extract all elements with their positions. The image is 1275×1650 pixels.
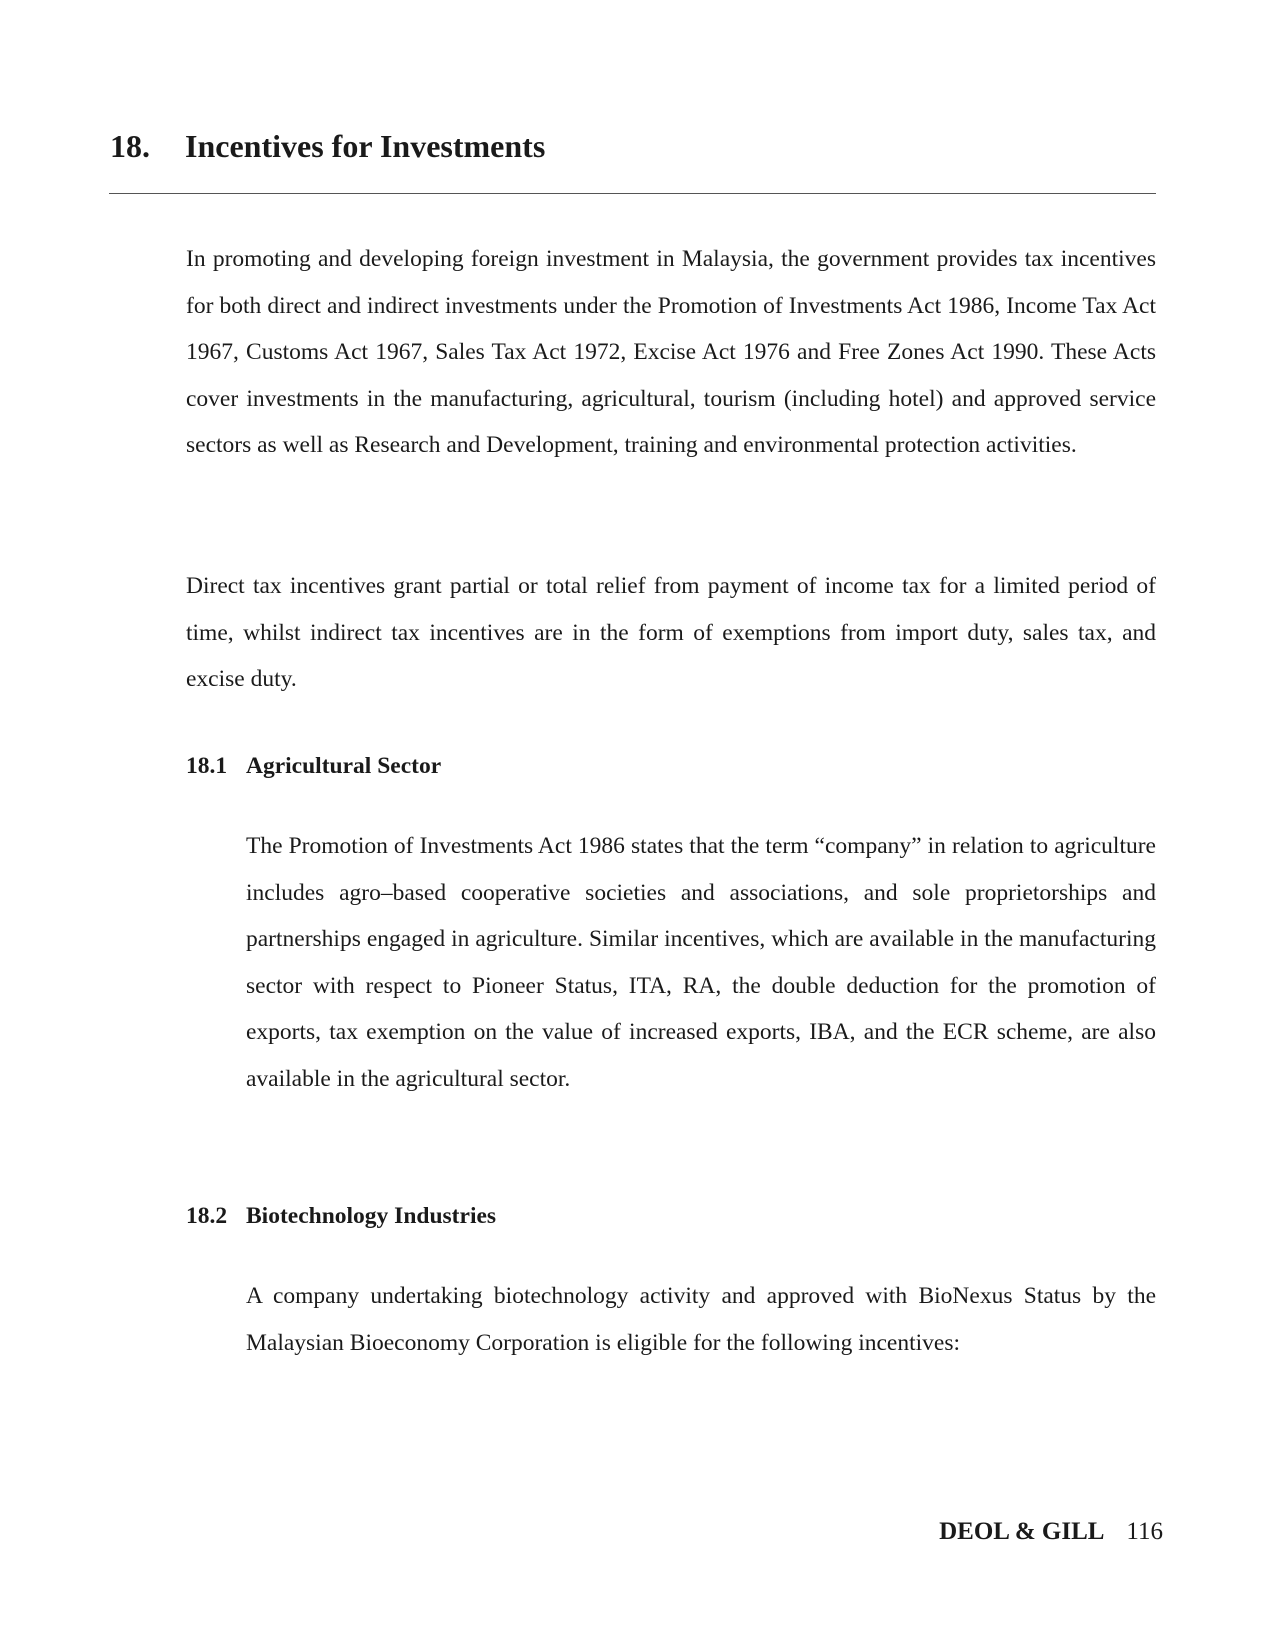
chapter-title: Incentives for Investments (185, 128, 546, 164)
section-title: Agricultural Sector (246, 753, 442, 779)
footer-firm-name: DEOL & GILL (939, 1518, 1105, 1545)
section-heading (186, 1203, 496, 1230)
intro-paragraph: In promoting and developing foreign investment in Malaysia, the government provides tax incentives for both direct and indirect investments under the Promotion of Investments Act 1986, Income Tax Act 1967, Customs Act 1967, Sales Tax Act 1972, Excise Act 1976 and Free Zones Act 1990. These Acts cover investments in the manufacturing, agricultural, tourism (including hotel) and approved service sectors as well as Research and Development, training and environmental protection activities. (186, 246, 1156, 459)
page-footer (939, 1518, 1163, 1546)
section-heading (186, 753, 441, 780)
heading-divider (109, 193, 1156, 194)
section-body: The Promotion of Investments Act 1986 states that the term “company” in relation to agriculture includes agro–based cooperative societies and associations, and sole proprietorships and partnerships engaged in agriculture. Similar incentives, which are available in the manufacturing sector with respect to Pioneer Status, ITA, RA, the double deduction for the promotion of exports, tax exemption on the value of increased exports, IBA, and the ECR scheme, are also available in the agricultural sector. (246, 833, 1156, 1092)
chapter-number: 18. (110, 128, 150, 164)
section-number: 18.2 (186, 1203, 228, 1229)
chapter-heading (110, 128, 545, 165)
section-title: Biotechnology Industries (246, 1203, 497, 1229)
section-number: 18.1 (186, 753, 228, 779)
page-number: 116 (1126, 1518, 1163, 1545)
intro-paragraph: Direct tax incentives grant partial or total relief from payment of income tax for a limited period of time, whilst indirect tax incentives are in the form of exemptions from import duty, sales tax, and excise duty. (186, 573, 1156, 693)
section-body: A company undertaking biotechnology activity and approved with BioNexus Status by the Malaysian Bioeconomy Corporation is eligible for the following incentives: (246, 1283, 1156, 1356)
